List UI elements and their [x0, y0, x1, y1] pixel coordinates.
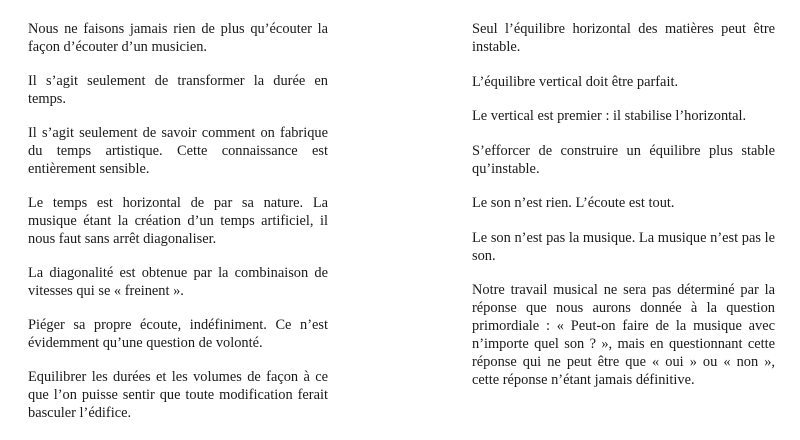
- paragraph: Seul l’équilibre horizontal des matières peut être instable.: [472, 21, 775, 55]
- paragraph: Le son n’est pas la musique. La musique n’est pas le son.: [472, 229, 775, 264]
- paragraph: L’équilibre vertical doit être parfait.: [472, 73, 679, 90]
- paragraph: La diagonalité est obtenue par la combinaison de vitesses qui se « freinent ».: [28, 265, 328, 299]
- paragraph: Nous ne faisons jamais rien de plus qu’écouter la façon d’écouter d’un musicien.: [28, 21, 328, 55]
- paragraph: Il s’agit seulement de transformer la durée en temps.: [28, 73, 328, 107]
- paragraph: Piéger sa propre écoute, indéfiniment. Ce n’est évidemment qu’une question de volonté.: [28, 317, 328, 351]
- paragraph: Notre travail musical ne sera pas déterminé par la réponse que nous aurons donnée à la question primordiale : « Peut-on faire de la musique avec n’importe quel son ? », mais en questionnant cette réponse qui ne peut être que « oui » ou « non », cette réponse n’étant jamais définitive.: [472, 282, 775, 388]
- right-column: [472, 20, 775, 406]
- paragraph: Il s’agit seulement de savoir comment on fabrique du temps artistique. Cette connaissance est entièrement sensible.: [28, 125, 328, 177]
- paragraph: Le temps est horizontal de par sa nature. La musique étant la création d’un temps artificiel, il nous faut sans arrêt diagonaliser.: [28, 195, 328, 247]
- left-column: [28, 20, 328, 438]
- paragraph: Equilibrer les durées et les volumes de façon à ce que l’on puisse sentir que toute modification ferait basculer l’édifice.: [28, 369, 328, 421]
- paragraph: S’efforcer de construire un équilibre plus stable qu’instable.: [472, 142, 775, 177]
- paragraph: Le vertical est premier : il stabilise l’horizontal.: [472, 108, 747, 124]
- paragraph: Le son n’est rien. L’écoute est tout.: [472, 195, 675, 211]
